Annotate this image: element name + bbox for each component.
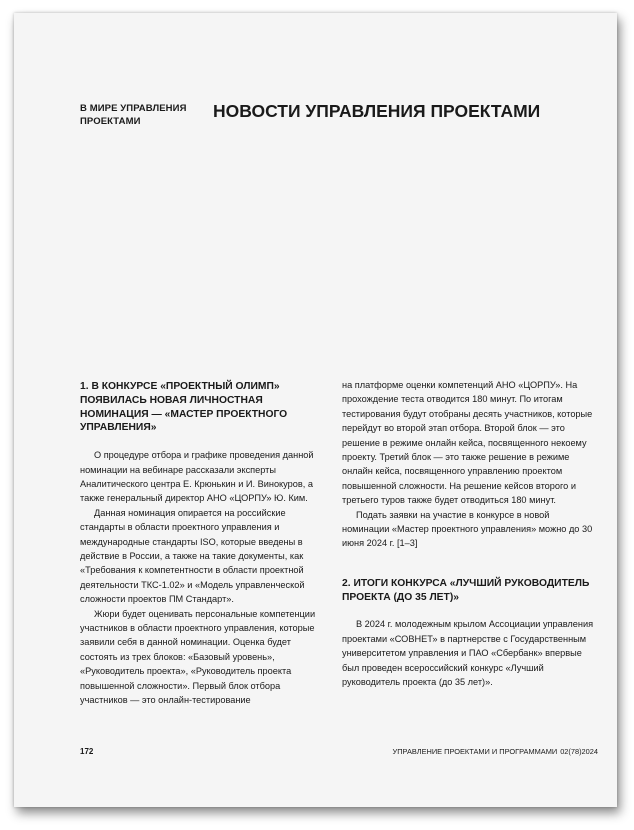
journal-page [14, 13, 617, 807]
right-column [342, 378, 597, 690]
journal-name: УПРАВЛЕНИЕ ПРОЕКТАМИ И ПРОГРАММАМИ [392, 747, 558, 756]
journal-footer [392, 747, 598, 757]
article1-paragraph-3: Жюри будет оценивать персональные компетенции участников в области проектного управления, которые заявили себя в данной номинации. Оценка будет состоять из трех блоков: «Базовый уровень», «Руководитель проекта», «Руководитель проекта повышенной сложности». Первый блок отбора участников — это онлайн-тестирование [80, 608, 316, 706]
article2-paragraph-1: В 2024 г. молодежным крылом Ассоциации управления проектами «СОВНЕТ» в партнерстве с Государственным университетом управления и ПАО «Сбербанк» впервые был проведен всероссийский конкурс «Лучший руководитель проекта (до 35 лет)». [342, 619, 594, 688]
article1-paragraph-2: Данная номинация опирается на российские стандарты в области проектного управления и международные стандарты ISO, которые введены в действие в России, а также на такие документы, как «Требования к компетентности в области проектной деятельности ТКС-1.02» и «Модель управленческой сложности проектов ПМ Стандарт». [80, 507, 305, 605]
page-title: НОВОСТИ УПРАВЛЕНИЯ ПРОЕКТАМИ [213, 101, 541, 121]
article1-paragraph-1: О процедуре отбора и графике проведения данной номинации на вебинаре рассказали эксперты Аналитического центра Е. Крюнькин и И. Винокуров, а также генеральный директор АНО «ЦОРПУ» Ю. Ким. [80, 450, 314, 504]
journal-issue: 02(78)2024 [560, 747, 598, 756]
article1-paragraph-3-continued: на платформе оценки компетенций АНО «ЦОРПУ». На прохождение теста отводится 180 минут. По итогам тестирования будут отобраны десять участников, которые перейдут во второй этап отбора. Второй блок — это решение в режиме онлайн кейса, посвященного некоему проекту. Третий блок — это также решение в режиме онлайн кейса, посвященного управлению проектом повышенной сложности. На решение кейсов второго и третьего туров также будет отводиться 180 минут. [342, 380, 593, 506]
article2-heading: 2. ИТОГИ КОНКУРСА «ЛУЧШИЙ РУКОВОДИТЕЛЬ ПРОЕКТА (ДО 35 ЛЕТ)» [342, 577, 590, 603]
left-column [80, 380, 330, 708]
article1-paragraph-4: Подать заявки на участие в конкурсе в новой номинации «Мастер проектного управления» можно до 30 июня 2024 г. [1–3] [342, 509, 593, 549]
article1-heading: 1. В КОНКУРСЕ «ПРОЕКТНЫЙ ОЛИМП» ПОЯВИЛАСЬ НОВАЯ ЛИЧНОСТНАЯ НОМИНАЦИЯ — «МАСТЕР ПРОЕКТНОГО УПРАВЛЕНИЯ» [80, 381, 288, 434]
section-label: В МИРЕ УПРАВЛЕНИЯ ПРОЕКТАМИ [80, 103, 187, 127]
page-number: 172 [80, 747, 94, 756]
